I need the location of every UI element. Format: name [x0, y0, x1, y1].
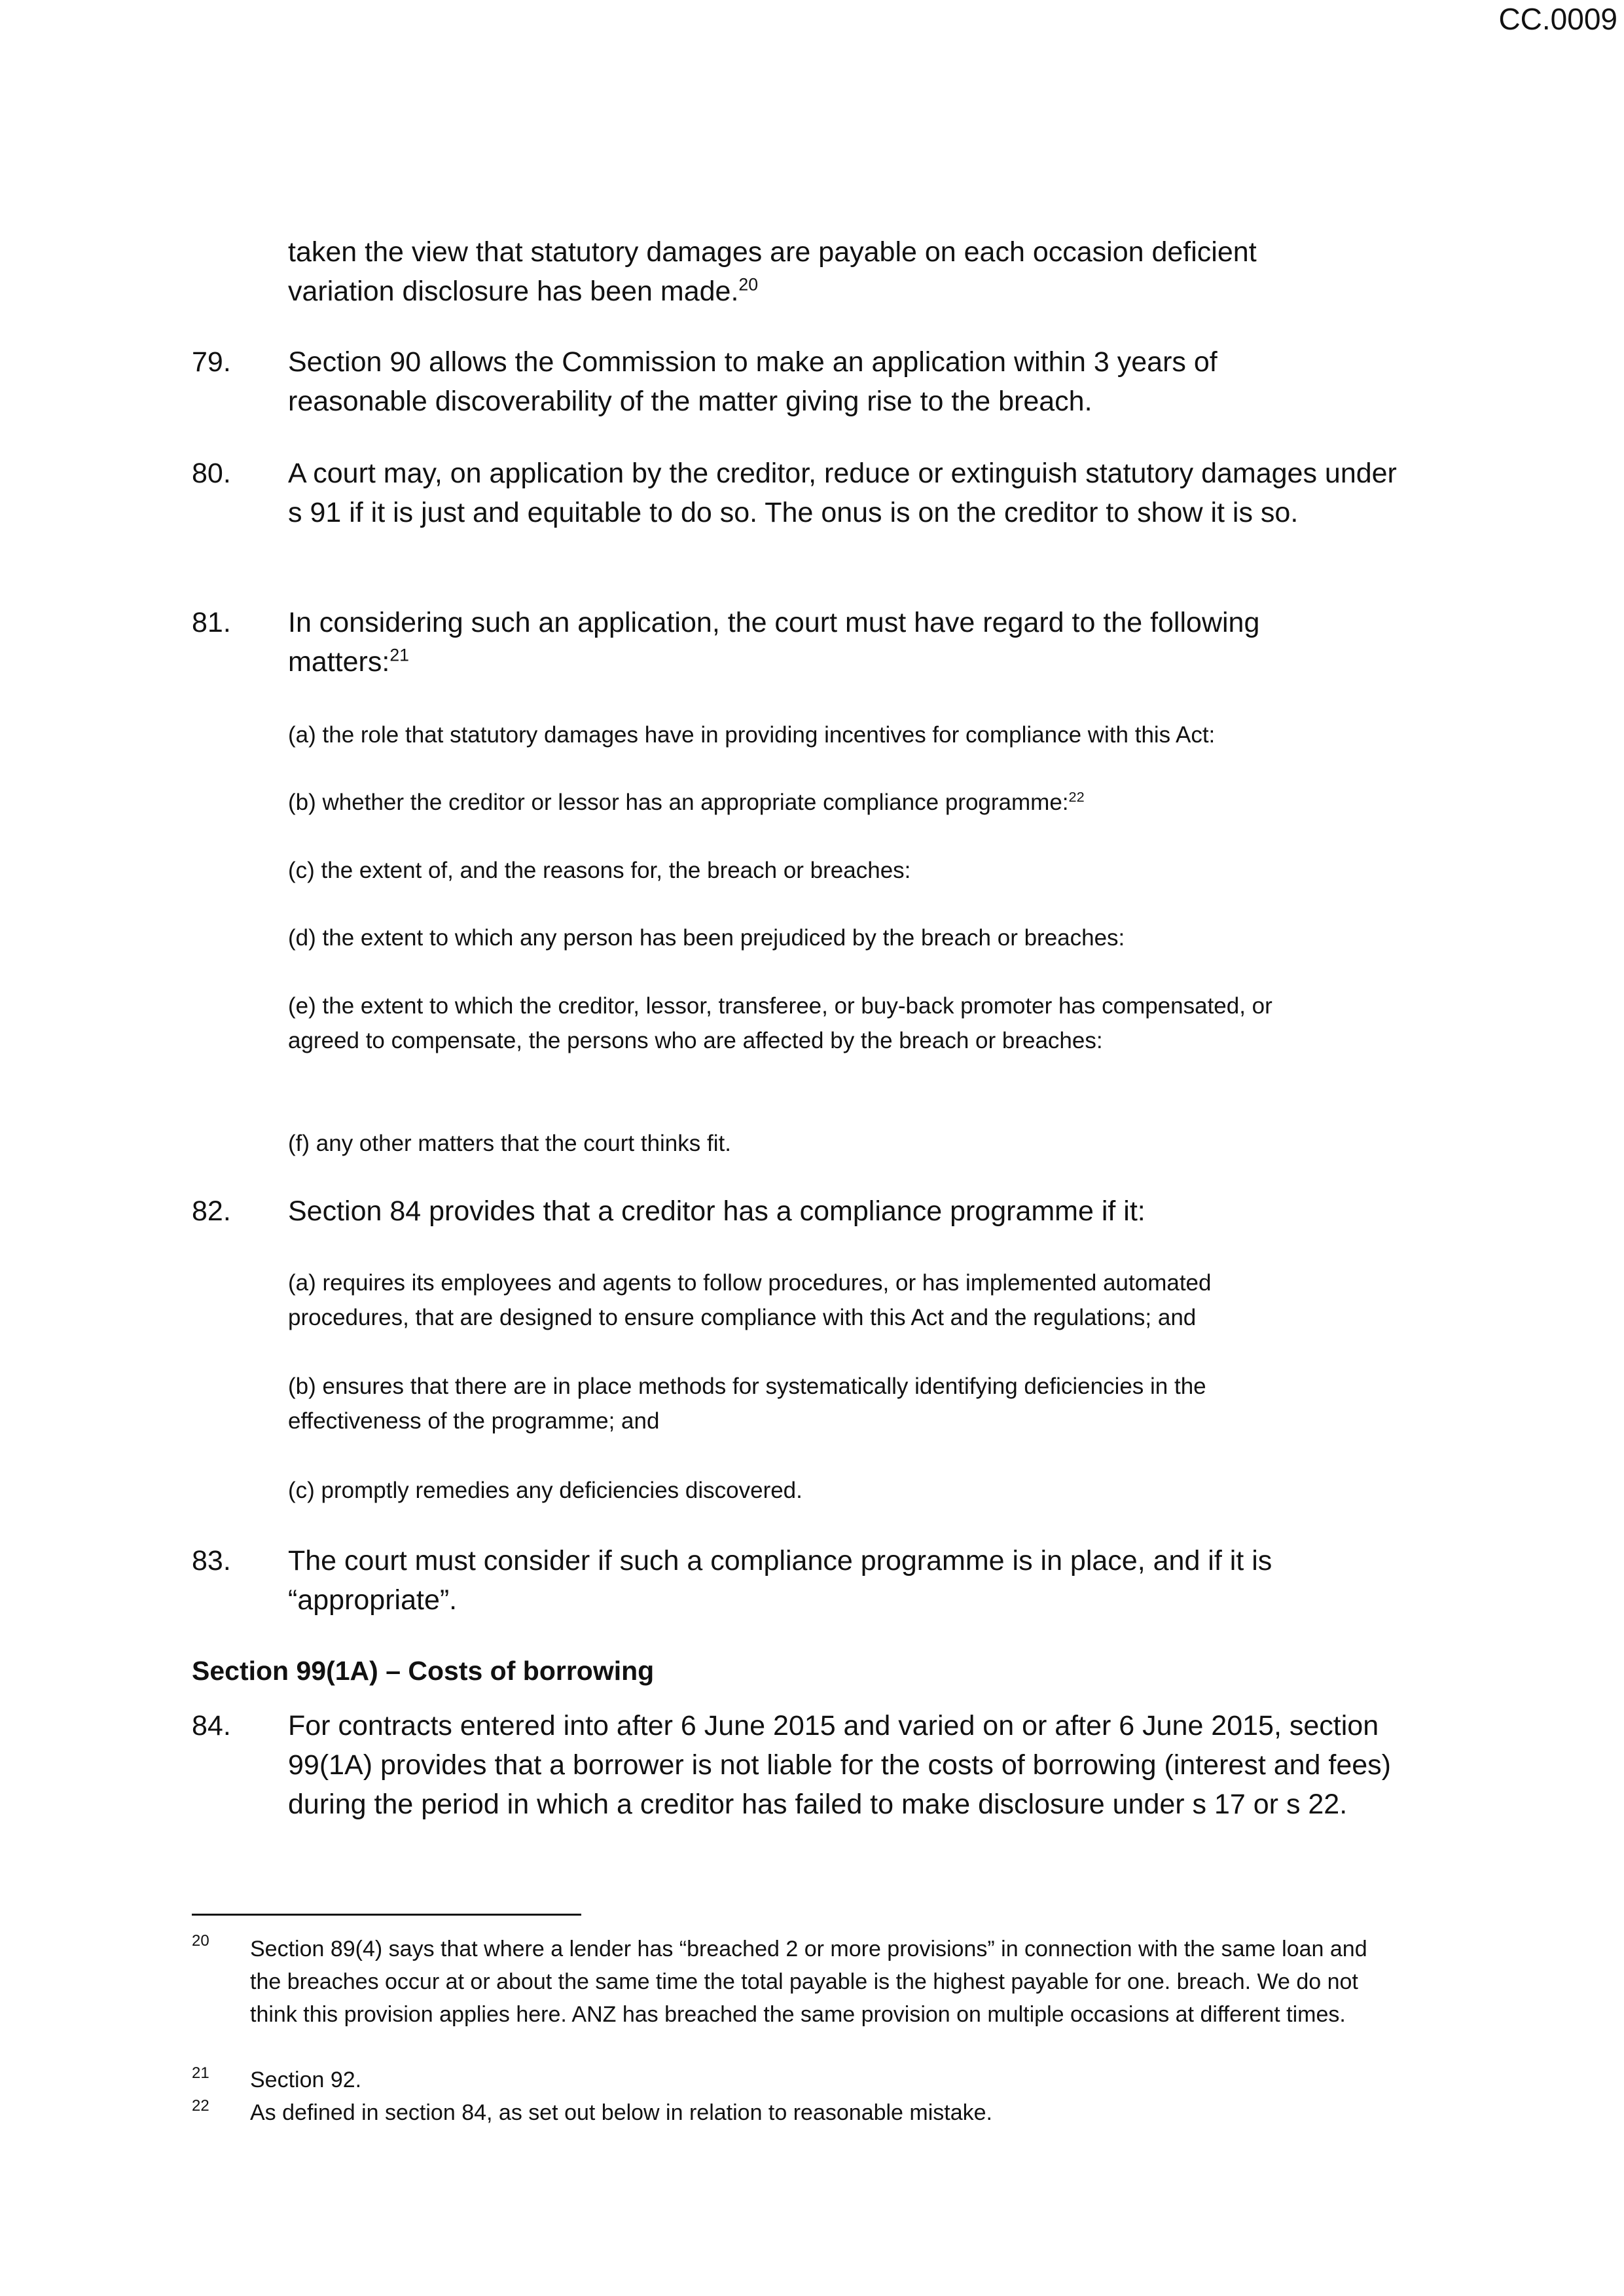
paragraph-81-body: In considering such an application, the court must have regard to the following matters:	[288, 607, 1260, 678]
page-identifier: CC.0009	[1498, 2, 1617, 36]
list-item-81f: (f) any other matters that the court thinks fit.	[288, 1131, 731, 1156]
footnote-ref-22[interactable]: 22	[1068, 788, 1085, 805]
footnote-ref-21[interactable]: 21	[389, 645, 409, 665]
list-item-81e: (e) the extent to which the creditor, lessor, transferee, or buy-back promoter has compensated, or agreed to compensate, the persons who are affected by the breach or breaches:	[288, 993, 1272, 1053]
paragraph-number-79: 79.	[192, 346, 231, 378]
footnote-number-21: 21	[192, 2064, 209, 2082]
paragraph-79-text: Section 90 allows the Commission to make an application within 3 years of reasonable discoverability of the matter giving rise to the breach.	[288, 346, 1218, 417]
footnote-21-text: Section 92.	[250, 2068, 362, 2092]
footnote-separator	[192, 1914, 581, 1916]
continuation-text: taken the view that statutory damages are payable on each occasion deficient variation disclosure has been made.	[288, 236, 1257, 307]
footnote-ref-20[interactable]: 20	[738, 274, 759, 295]
list-item-82a: (a) requires its employees and agents to follow procedures, or has implemented automated procedures, that are designed to ensure compliance with this Act and the regulations; and	[288, 1270, 1212, 1330]
paragraph-number-84: 84.	[192, 1710, 231, 1741]
paragraph-82-text: Section 84 provides that a creditor has a compliance programme if it:	[288, 1195, 1146, 1227]
paragraph-81-text	[288, 603, 1322, 682]
list-item-82c: (c) promptly remedies any deficiencies discovered.	[288, 1478, 803, 1503]
paragraph-number-81: 81.	[192, 607, 231, 638]
list-item-81b-text: (b) whether the creditor or lessor has an appropriate compliance programme:	[288, 790, 1069, 815]
paragraph-number-82: 82.	[192, 1195, 231, 1227]
footnote-22-text: As defined in section 84, as set out below in relation to reasonable mistake.	[250, 2100, 993, 2125]
list-item-82b: (b) ensures that there are in place methods for systematically identifying deficiencies in the effectiveness of the programme; and	[288, 1374, 1206, 1434]
paragraph-number-80: 80.	[192, 458, 231, 489]
list-item-81a: (a) the role that statutory damages have in providing incentives for compliance with this Act:	[288, 722, 1216, 748]
section-heading: Section 99(1A) – Costs of borrowing	[192, 1656, 655, 1686]
continuation-paragraph	[288, 232, 1362, 311]
paragraph-80-text: A court may, on application by the creditor, reduce or extinguish statutory damages under s 91 if it is just and equitable to do so. The onus is on the creditor to show it is so.	[288, 458, 1397, 528]
list-item-81b	[288, 785, 1348, 820]
footnote-20-text: Section 89(4) says that where a lender has “breached 2 or more provisions” in connection with the same loan and the breaches occur at or about the same time the total payable is the highest payable for one. breach. We do not think this provision applies here. ANZ has breached the same provision on multiple occasions at different times.	[250, 1937, 1367, 2027]
list-item-81d: (d) the extent to which any person has been prejudiced by the breach or breaches:	[288, 925, 1125, 951]
footnote-number-22: 22	[192, 2097, 209, 2115]
paragraph-84-text: For contracts entered into after 6 June 2015 and varied on or after 6 June 2015, section 99(1A) provides that a borrower is not liable for the costs of borrowing (interest and fees) during the period in which a creditor has failed to make disclosure under s 17 or s 22.	[288, 1710, 1391, 1820]
paragraph-83-text: The court must consider if such a compliance programme is in place, and if it is “appropriate”.	[288, 1545, 1272, 1616]
list-item-81c: (c) the extent of, and the reasons for, the breach or breaches:	[288, 858, 911, 883]
paragraph-number-83: 83.	[192, 1545, 231, 1576]
footnote-number-20: 20	[192, 1932, 209, 1950]
